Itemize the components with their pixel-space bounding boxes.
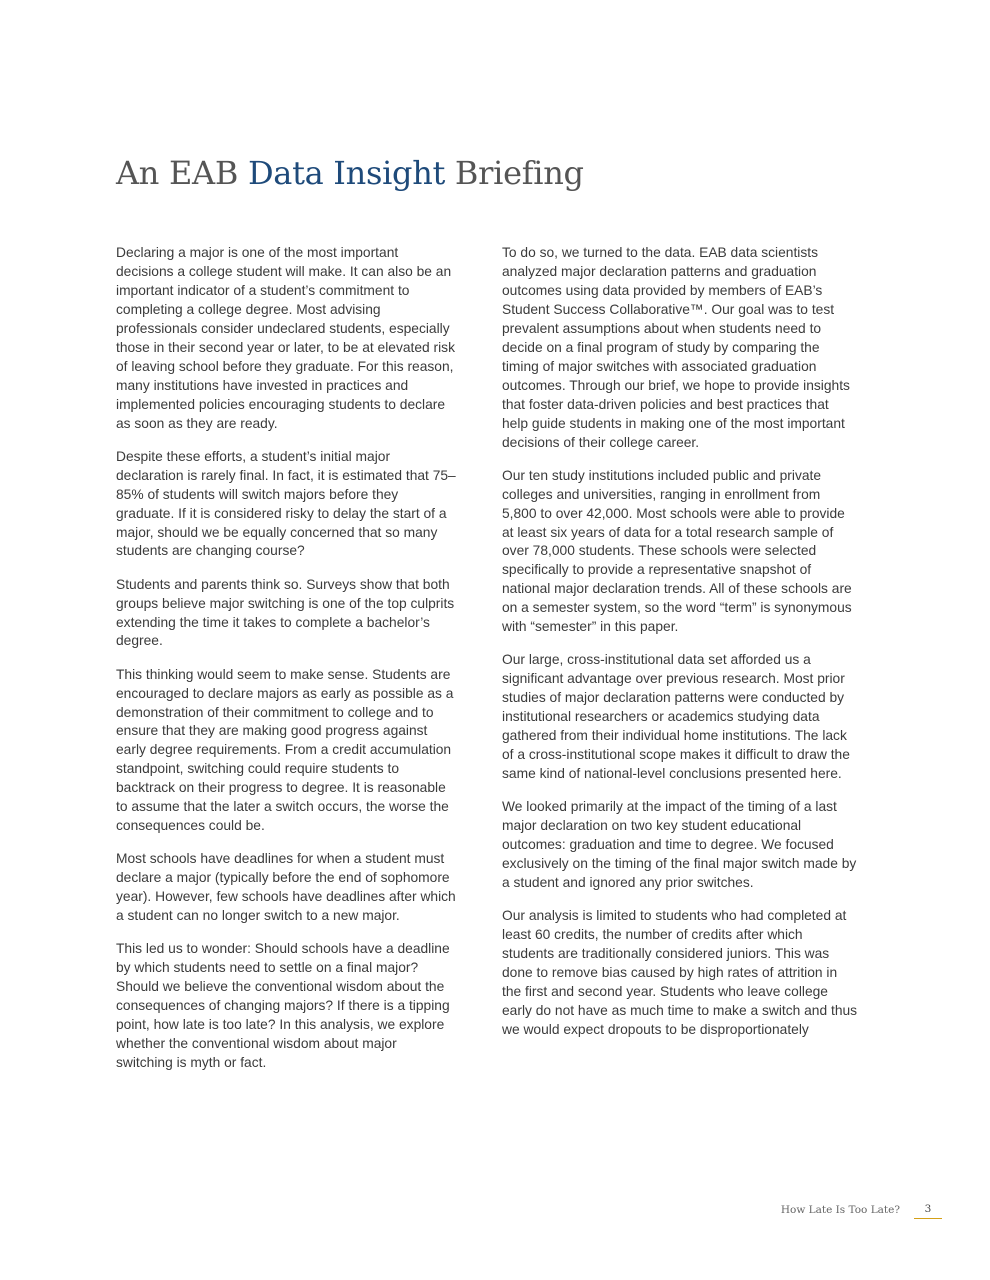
paragraph: Our analysis is limited to students who had completed at least 60 credits, the number of credits after which students are traditionally considered juniors. This was done to remove bias caused by high rates of attrition in the first and second year. Students who leave college early do not have as much time to make a switch and thus we would expect dropouts to be disproportionately — [502, 908, 858, 1037]
title-accent: Data Insight — [247, 154, 446, 192]
running-title: How Late Is Too Late? — [780, 1204, 900, 1216]
title-prefix: An EAB — [116, 154, 248, 192]
paragraph: Despite these efforts, a student’s initial major declaration is rarely final. In fact, it is estimated that 75–85% of students will switch majors before they graduate. If it is considered risky to delay the start of a major, should we be equally concerned that so many students are changing course? — [116, 448, 456, 559]
paragraph: Declaring a major is one of the most important decisions a college student will make. It can also be an important indicator of a student’s commitment to completing a college degree. Most advising professionals consider undeclared students, especially those in their second year or later, to be at elevated risk of leaving school before they graduate. For this reason, many institutions have invested in practices and implemented policies encouraging students to declare as soon as they are ready. — [116, 245, 455, 431]
paragraph: Our large, cross-institutional data set afforded us a significant advantage over previous research. Most prior studies of major declaration patterns were conducted by institutional researchers or academics studying data gathered from their individual home institutions. The lack of a cross-institutional scope makes it difficult to draw the same kind of national-level conclusions presented here. — [502, 652, 850, 782]
paragraph: Our ten study institutions included public and private colleges and universities, ranging in enrollment from 5,800 to over 42,000. Most schools were able to provide at least six years of data for a total research sample of over 78,000 students. These schools were selected specifically to provide a representative snapshot of national major declaration trends. All of these schools are on a semester system, so the word “term” is synonymous with “semester” in this paper. — [502, 467, 852, 635]
left-column — [116, 244, 456, 1087]
page-footer — [781, 1203, 942, 1219]
paragraph: This thinking would seem to make sense. Students are encouraged to declare majors as early as possible as a demonstration of their commitment to college and to ensure that they are making good progress against early degree requirements. From a credit accumulation standpoint, switching could require students to backtrack on their progress to degree. It is reasonable to assume that the later a switch occurs, the worse the consequences could be. — [116, 666, 454, 834]
title-suffix: Briefing — [445, 154, 584, 192]
paragraph: Most schools have deadlines for when a student must declare a major (typically before the end of sophomore year). However, few schools have deadlines after which a student can no longer switch to a new major. — [116, 851, 456, 924]
paragraph: We looked primarily at the impact of the timing of a last major declaration on two key student educational outcomes: graduation and time to degree. We focused exclusively on the timing of the final major switch made by a student and ignored any prior switches. — [502, 799, 857, 891]
page-number: 3 — [914, 1203, 942, 1219]
page-title — [116, 150, 584, 196]
right-column — [502, 244, 858, 1054]
paragraph: Students and parents think so. Surveys show that both groups believe major switching is one of the top culprits extending the time it takes to complete a bachelor’s degree. — [116, 576, 455, 649]
paragraph: To do so, we turned to the data. EAB data scientists analyzed major declaration patterns and graduation outcomes using data provided by members of EAB’s Student Success Collaborative™. Our goal was to test prevalent assumptions about when students need to decide on a final program of study by comparing the timing of major switches with associated graduation outcomes. Through our brief, we hope to provide insights that foster data-driven policies and best practices that help guide students in making one of the most important decisions of their college career. — [502, 245, 850, 450]
paragraph: This led us to wonder: Should schools have a deadline by which students need to settle on a final major? Should we believe the conventional wisdom about the consequences of changing majors? If there is a tipping point, how late is too late? In this analysis, we explore whether the conventional wisdom about major switching is myth or fact. — [116, 941, 450, 1071]
